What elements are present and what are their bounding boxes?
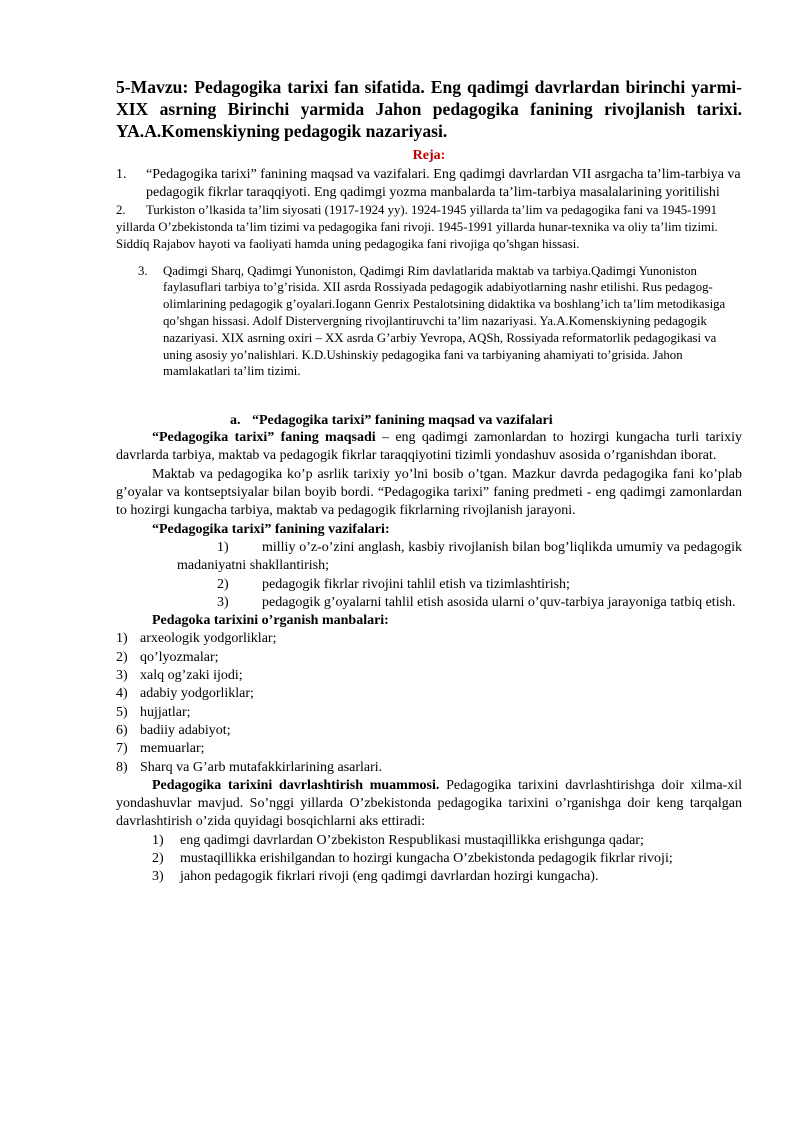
task-number: 3): [217, 594, 229, 610]
plan-item: [116, 166, 742, 201]
sources-list: [116, 630, 742, 776]
plan-item-text: Qadimgi Sharq, Qadimgi Yunoniston, Qadimgi Rim davlatlarida maktab va tarbiya.Qadimgi Yunoniston faylasuflari tarbiya to’g’risida. XII asrda Rossiyada pedagogik adabiyotlarning nashr etilishi. Rus pedagog-olimlarining pedagogik g’oyalari.Iogann Genrix Pestalotsining didaktika va boshlang’ich ta’lim metodikasiga qo’shgan hissasi. Adolf Distervergning rivojlantiruvchi ta’lim nazariyasi. Ya.A.Komenskiyning pedagogik nazariyasi. XIX asrning oxiri – XX asrda G’arbiy Yevropa, AQSh, Rossiyada reformatorlik pedagogikasi va uning asosiy yo’nalishlari. K.D.Ushinskiy pedagogika fani va tarbiyaning ahamiyati to’grisida. Jahon mamlakatlari ta’lim tizimi.: [163, 263, 726, 379]
plan-item: [116, 202, 742, 252]
list-item-number: 2): [152, 850, 164, 866]
section-marker: a.: [230, 413, 241, 429]
list-item: [116, 722, 742, 740]
plan-item-text: “Pedagogika tarixi” fanining maqsad va vazifalari. Eng qadimgi davrlardan VII asrgacha ta’lim-tarbiya va pedagogik fikrlar taraqqiyoti. Eng qadimgi yozma manbalarda ta’lim-tarbiya masalalarining yoritilishi: [146, 167, 741, 200]
plan-item-number: 1.: [116, 167, 127, 182]
goal-definition: – eng qadimgi zamonlardan to hozirgi kungacha turli tarixiy davrlarda tarbiya, maktab va pedagogik fikrlar taraqqiyotini tizimli yondashuv asosida o’rganishdan iborat.: [116, 430, 742, 464]
list-item: [116, 850, 742, 868]
task-text: pedagogik fikrlar rivojini tahlil etish va tizimlashtirish;: [262, 576, 570, 592]
plan-item-text: Turkiston o’lkasida ta’lim siyosati (1917-1924 yy). 1924-1945 yillarda ta’lim va pedagogika fani va 1945-1991 yillarda O’zbekistonda ta’lim tizimi va pedagogika fani rivoji. 1945-1991 yillarda hunar-texnika va oliy ta’lim tizimi. Siddiq Rajabov hayoti va faoliyati hamda uning pedagogika fani rivojiga qo’shgan hissasi.: [116, 203, 718, 251]
stages-list: [116, 832, 742, 887]
list-item-text: memuarlar;: [140, 741, 205, 757]
list-item-text: hujjatlar;: [140, 704, 191, 720]
list-item-text: arxeologik yodgorliklar;: [140, 631, 277, 647]
list-item: [116, 759, 742, 777]
list-item-number: 1): [116, 631, 128, 647]
periodization-text: Pedagogika tarixini davrlashtirishga doir xilma-xil yondashuvlar mavjud. So’nggi yillarda O’zbekistonda pedagogika tarixini o’rganishga doir keng tarqalgan davrlashtirish o’zida quyidagi bosqichlarni aks ettiradi:: [116, 777, 742, 830]
list-item-number: 3): [152, 869, 164, 885]
task-text: milliy o’z-o’zini anglash, kasbiy rivojlanish bilan bog’liqlikda umumiy va pedagogik madaniyatni shakllantirish;: [177, 539, 742, 574]
list-item-text: adabiy yodgorliklar;: [140, 686, 254, 702]
list-item-number: 3): [116, 668, 128, 684]
list-item: [116, 704, 742, 722]
list-item-text: jahon pedagogik fikrlari rivoji (eng qadimgi davrlardan hozirgi kungacha).: [180, 869, 599, 885]
list-item-number: 1): [152, 832, 164, 848]
task-text: pedagogik g’oyalarni tahlil etish asosida ularni o’quv-tarbiya jarayoniga tatbiq etish.: [262, 594, 736, 610]
task-item: [177, 539, 742, 576]
paragraph-subject: Maktab va pedagogika ko’p asrlik tarixiy yo’lni bosib o’tgan. Mazkur davrda pedagogika fani ko’plab g’oyalar va kontseptsiyalar bilan boyib bordi. “Pedagogika tarixi” faning predmeti - eng qadimgi zamonlardan to hozirgi kungacha tarbiya, maktab va pedagogik fikrlarning rivojlanish jarayoni.: [116, 466, 742, 519]
section-heading: [116, 413, 742, 429]
section-title: “Pedagogika tarixi” fanining maqsad va vazifalari: [252, 413, 553, 429]
list-item: [116, 868, 742, 886]
list-item-number: 5): [116, 704, 128, 720]
list-item: [116, 649, 742, 667]
paragraph-periodization: [116, 777, 742, 832]
page-title: 5-Mavzu: Pedagogika tarixi fan sifatida. Eng qadimgi davrlardan birinchi yarmi-XIX asrning Birinchi yarmida Jahon pedagogika fanining rivojlanish tarixi. YA.A.Komenskiyning pedagogik nazariyasi.: [116, 77, 742, 141]
document-page: [116, 76, 742, 887]
task-number: 1): [217, 539, 229, 555]
tasks-heading: “Pedagogika tarixi” fanining vazifalari:: [152, 521, 390, 537]
list-item-number: 8): [116, 759, 128, 775]
list-item-text: Sharq va G’arb mutafakkirlarining asarlari.: [140, 759, 383, 775]
list-item: [116, 685, 742, 703]
sources-heading: Pedagoka tarixini o’rganish manbalari:: [152, 613, 389, 629]
periodization-term: Pedagogika tarixini davrlashtirish muammosi.: [152, 777, 440, 793]
list-item: [116, 667, 742, 685]
task-item: [177, 576, 742, 594]
list-item: [116, 740, 742, 758]
plan-heading: Reja:: [412, 148, 446, 163]
goal-term: “Pedagogika tarixi” faning maqsadi: [152, 430, 376, 446]
list-item-number: 4): [116, 686, 128, 702]
list-item-text: xalq og’zaki ijodi;: [140, 668, 243, 684]
list-item-number: 2): [116, 649, 128, 665]
list-item: [116, 832, 742, 850]
plan-item-number: 3.: [138, 263, 148, 278]
task-number: 2): [217, 576, 229, 592]
list-item-text: eng qadimgi davrlardan O’zbekiston Respublikasi mustaqillikka erishgunga qadar;: [180, 832, 644, 848]
plan-item: [138, 263, 742, 381]
task-item: [177, 594, 742, 612]
list-item-text: qo’lyozmalar;: [140, 649, 219, 665]
list-item-text: badiiy adabiyot;: [140, 722, 231, 738]
list-item-number: 7): [116, 741, 128, 757]
plan-item-number: 2.: [116, 203, 126, 218]
paragraph-goal: [116, 429, 742, 466]
list-item-text: mustaqillikka erishilgandan to hozirgi kungacha O’zbekistonda pedagogik fikrlar rivoji;: [180, 850, 673, 866]
tasks-list: [116, 539, 742, 612]
list-item-number: 6): [116, 722, 128, 738]
list-item: [116, 630, 742, 648]
